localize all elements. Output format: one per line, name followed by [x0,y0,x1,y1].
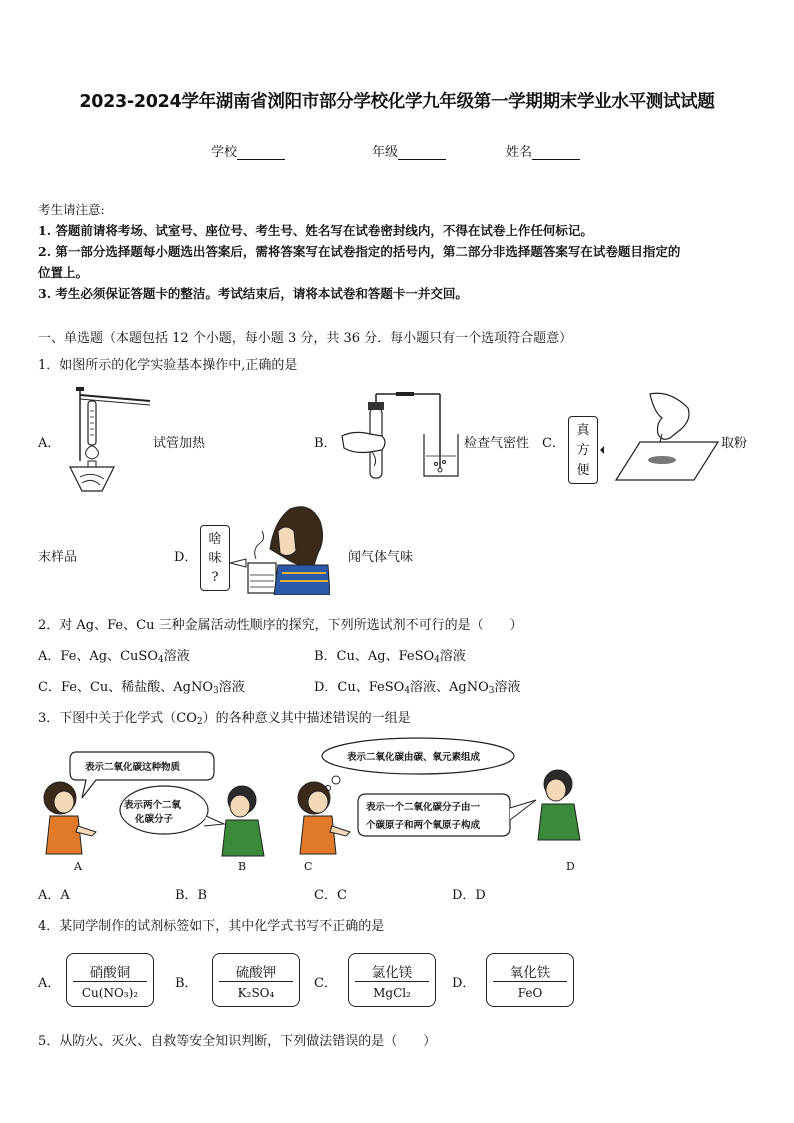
option-text: 溶液 [494,680,521,695]
notes-item-3: 3. 考生必须保证答题卡的整洁。考试结束后，请将本试卷和答题卡一并交回。 [38,286,468,301]
stem-text: ）的各种意义其中描述错误的一组是 [202,711,411,726]
reagent-name: 硫酸钾 [235,965,277,981]
reagent-formula: K₂SO₄ [237,986,275,1000]
option-text: 溶液 [218,680,245,695]
notes-item-1: 1. 答题前请将考场、试室号、座位号、考生号、姓名写在试卷密封线内，不得在试卷上作任何标记。 [38,223,593,238]
q1-option-c-text-2: 末样品 [38,550,78,565]
stem-subscript: 2 [196,717,203,727]
school-blank [237,146,285,160]
bubble-char: 便 [576,463,590,478]
airtightness-check-figure [340,390,464,482]
notes-block [38,199,763,304]
q3-figure-label-b: B [238,860,247,873]
reagent-label-d [486,953,574,1007]
q3-option-a: A．A [38,888,70,903]
q1-option-d-letter: D． [174,550,198,565]
option-text: 溶液、AgNO [410,680,489,695]
bubble-char: 啥 [208,532,222,547]
bubble-char: 味 [208,551,222,566]
co2-meaning-figure [36,736,596,876]
q1-option-a-letter: A． [38,436,61,451]
q4-option-d-letter: D． [452,976,476,991]
bubble-char: 真 [576,423,590,438]
page-title: 2023-2024学年湖南省浏阳市部分学校化学九年级第一学期期末学业水平测试试题 [79,92,715,112]
reagent-name: 氯化镁 [371,965,413,981]
q3-option-d: D．D [452,888,486,903]
q2-option-a [38,645,190,665]
grade-label: 年级 [372,145,399,160]
school-field [211,141,285,160]
option-text: 溶液 [439,649,466,664]
test-tube-heating-figure [62,385,154,501]
reagent-formula: MgCl₂ [373,986,411,1000]
option-subscript: 3 [213,686,219,696]
q2-option-c [38,676,245,696]
grade-field [372,141,446,160]
reagent-label-c [348,953,436,1007]
q1-option-d-text: 闻气体气味 [348,550,414,565]
reagent-formula: FeO [517,986,543,1000]
option-text: C．Fe、Cu、稀盐酸、AgNO [38,680,214,695]
name-blank [532,146,580,160]
smell-gas-figure [230,503,330,595]
q1-c-speech-bubble [568,416,598,484]
q3-figure-label-c: C [304,860,313,873]
q1-d-speech-bubble [200,525,230,591]
q1-option-a-text: 试管加热 [153,436,206,451]
option-subscript: 4 [434,655,440,665]
option-text: A．Fe、Ag、CuSO [38,649,158,664]
reagent-formula: Cu(NO₃)₂ [81,986,139,1000]
name-field [506,141,580,160]
bubble-char: ? [211,570,219,585]
q1-stem: 1．如图所示的化学实验基本操作中,正确的是 [38,358,298,373]
q4-option-a-letter: A． [38,976,61,991]
q2-stem: 2．对 Ag、Fe、Cu 三种金属活动性顺序的探究，下列所选试剂不可行的是（ ） [38,618,523,633]
q4-option-c-letter: C． [314,976,337,991]
option-text: 溶液 [163,649,190,664]
option-subscript: 4 [157,655,164,665]
q1-option-c-letter: C． [542,436,565,451]
q2-option-d [314,676,521,696]
option-text: B．Cu、Ag、FeSO [314,649,435,664]
q3-figure-label-d: D [566,860,575,873]
notes-heading: 考生请注意: [38,202,105,217]
q1-option-b-text: 检查气密性 [464,436,530,451]
q3-bubble-b-line1: 表示两个二氧 [124,800,182,811]
school-label: 学校 [211,145,238,160]
q3-bubble-b-line2: 化碳分子 [135,814,174,825]
q3-option-b: B．B [175,888,208,903]
option-subscript: 4 [404,686,411,696]
section-heading: 一、单选题（本题包括 12 个小题，每小题 3 分，共 36 分．每小题只有一个选项符合题意） [38,331,573,346]
powder-sampling-figure [600,390,720,486]
option-subscript: 3 [488,686,495,696]
q3-bubble-c: 表示二氧化碳由碳、氧元素组成 [347,752,481,763]
notes-item-2-cont: 位置上。 [38,265,89,280]
q3-bubble-d-line1: 表示一个二氧化碳分子由一 [366,802,481,813]
grade-blank [398,146,446,160]
reagent-label-a [66,953,154,1007]
q3-bubble-a: 表示二氧化碳这种物质 [85,762,181,773]
q4-stem: 4．某同学制作的试剂标签如下，其中化学式书写不正确的是 [38,919,385,934]
reagent-name: 氧化铁 [509,965,551,981]
q3-option-c: C．C [314,888,347,903]
stem-text: 3．下图中关于化学式（CO [38,711,197,726]
option-text: D．Cu、FeSO [314,680,405,695]
bubble-char: 方 [576,443,590,458]
q3-figure-label-a: A [74,860,82,873]
q1-option-c-text-1: 取粉 [721,436,748,451]
q3-stem [38,707,411,727]
q2-option-b [314,645,466,665]
q3-bubble-d-line2: 个碳原子和两个氧原子构成 [366,820,481,831]
notes-item-2: 2. 第一部分选择题每小题选出答案后，需将答案写在试卷指定的括号内，第二部分非选择题答案写在试卷题目指定的 [38,244,681,259]
q1-option-b-letter: B． [314,436,337,451]
reagent-label-b [212,953,300,1007]
reagent-name: 硝酸铜 [89,965,131,981]
q4-option-b-letter: B． [175,976,198,991]
name-label: 姓名 [506,145,533,160]
q5-stem: 5．从防火、灭火、自救等安全知识判断，下列做法错误的是（ ） [38,1034,437,1049]
